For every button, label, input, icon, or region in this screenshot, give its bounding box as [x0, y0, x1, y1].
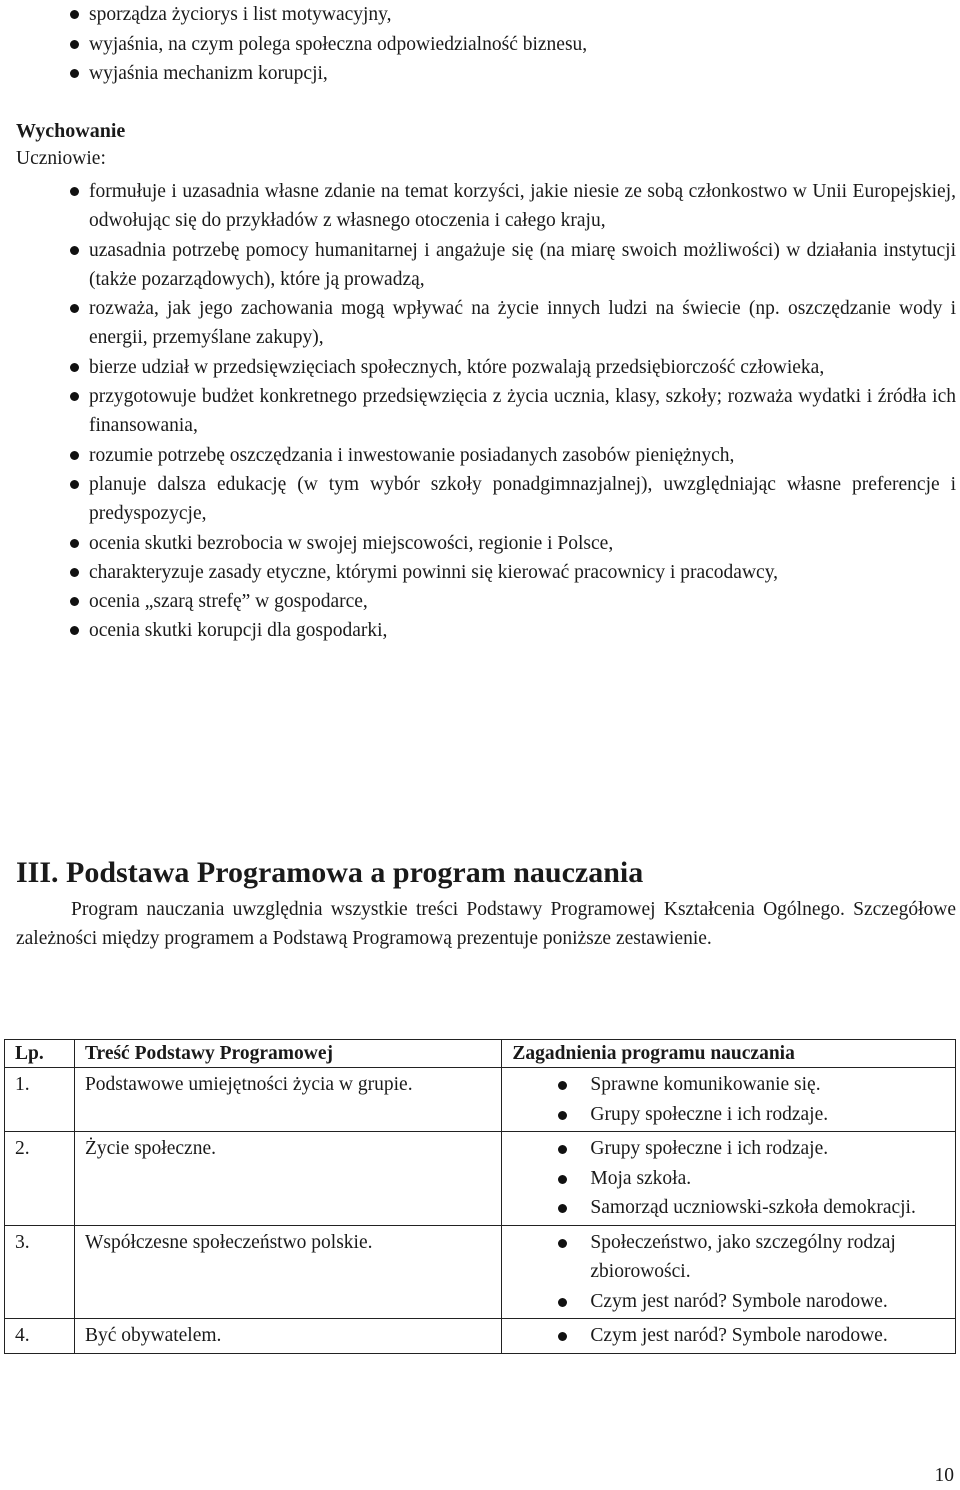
list-item: sporządza życiorys i list motywacyjny, [16, 0, 956, 30]
list-item: planuje dalsza edukację (w tym wybór szkoły ponadgimnazjalnej), uwzględniając własne preferencje i predyspozycje, [16, 470, 956, 529]
list-item: Społeczeństwo, jako szczególny rodzaj zbiorowości. [512, 1228, 947, 1287]
list-item: Grupy społeczne i ich rodzaje. [512, 1134, 947, 1164]
cell-content: Podstawowe umiejętności życia w grupie. [74, 1068, 501, 1132]
cell-topics [502, 1225, 956, 1319]
table-row [5, 1225, 956, 1319]
list-item: Grupy społeczne i ich rodzaje. [512, 1100, 947, 1130]
skills-list [16, 0, 956, 89]
list-item: bierze udział w przedsięwzięciach społecznych, które pozwalają przedsiębiorczość człowieka, [16, 353, 956, 382]
table-row [5, 1319, 956, 1354]
list-item: Moja szkoła. [512, 1164, 947, 1194]
list-item: ocenia skutki bezrobocia w swojej miejscowości, regionie i Polsce, [16, 529, 956, 558]
cell-topics [502, 1132, 956, 1226]
cell-lp: 2. [5, 1132, 75, 1226]
cell-lp: 4. [5, 1319, 75, 1354]
cell-topics [502, 1068, 956, 1132]
header-lp: Lp. [5, 1040, 75, 1068]
list-item: Czym jest naród? Symbole narodowe. [512, 1321, 947, 1351]
cell-lp: 3. [5, 1225, 75, 1319]
list-item: formułuje i uzasadnia własne zdanie na temat korzyści, jakie niesie ze sobą członkostwo w Unii Europejskiej, odwołując się do przykładów z własnego otoczenia i całego kraju, [16, 177, 956, 236]
cell-content: Być obywatelem. [74, 1319, 501, 1354]
list-item: uzasadnia potrzebę pomocy humanitarnej i angażuje się (na miarę swoich możliwości) w działania instytucji (także pozarządowych), które ją prowadzą, [16, 236, 956, 295]
list-item: rozważa, jak jego zachowania mogą wpływać na życie innych ludzi na świecie (np. oszczędzanie wody i energii, przemyślane zakupy), [16, 294, 956, 353]
list-item: ocenia skutki korupcji dla gospodarki, [16, 616, 956, 645]
list-item: wyjaśnia mechanizm korupcji, [16, 59, 956, 89]
page-number: 10 [934, 1465, 954, 1486]
table-row [5, 1132, 956, 1226]
list-item: wyjaśnia, na czym polega społeczna odpowiedzialność biznesu, [16, 30, 956, 60]
cell-lp: 1. [5, 1068, 75, 1132]
header-content: Treść Podstawy Programowej [74, 1040, 501, 1068]
table-row [5, 1068, 956, 1132]
cell-topics [502, 1319, 956, 1354]
header-topics: Zagadnienia programu nauczania [502, 1040, 956, 1068]
list-item: Sprawne komunikowanie się. [512, 1070, 947, 1100]
education-heading: Wychowanie [16, 120, 126, 142]
table-header-row [5, 1040, 956, 1068]
education-list [16, 177, 956, 646]
list-item: rozumie potrzebę oszczędzania i inwestowanie posiadanych zasobów pieniężnych, [16, 441, 956, 470]
section-title: III. Podstawa Programowa a program nauczania [16, 856, 644, 889]
list-item: Samorząd uczniowski-szkoła demokracji. [512, 1193, 947, 1223]
education-subheading: Uczniowie: [16, 148, 106, 169]
curriculum-table [4, 1039, 956, 1354]
intro-paragraph: Program nauczania uwzględnia wszystkie treści Podstawy Programowej Kształcenia Ogólnego. Szczegółowe zależności między programem a Podstawą Programową prezentuje poniższe zestawienie. [16, 899, 956, 949]
list-item: charakteryzuje zasady etyczne, którymi powinni się kierować pracownicy i pracodawcy, [16, 558, 956, 587]
list-item: Czym jest naród? Symbole narodowe. [512, 1287, 947, 1317]
list-item: przygotowuje budżet konkretnego przedsięwzięcia z życia ucznia, klasy, szkoły; rozważa wydatki i źródła ich finansowania, [16, 382, 956, 441]
cell-content: Życie społeczne. [74, 1132, 501, 1226]
cell-content: Współczesne społeczeństwo polskie. [74, 1225, 501, 1319]
list-item: ocenia „szarą strefę” w gospodarce, [16, 587, 956, 616]
